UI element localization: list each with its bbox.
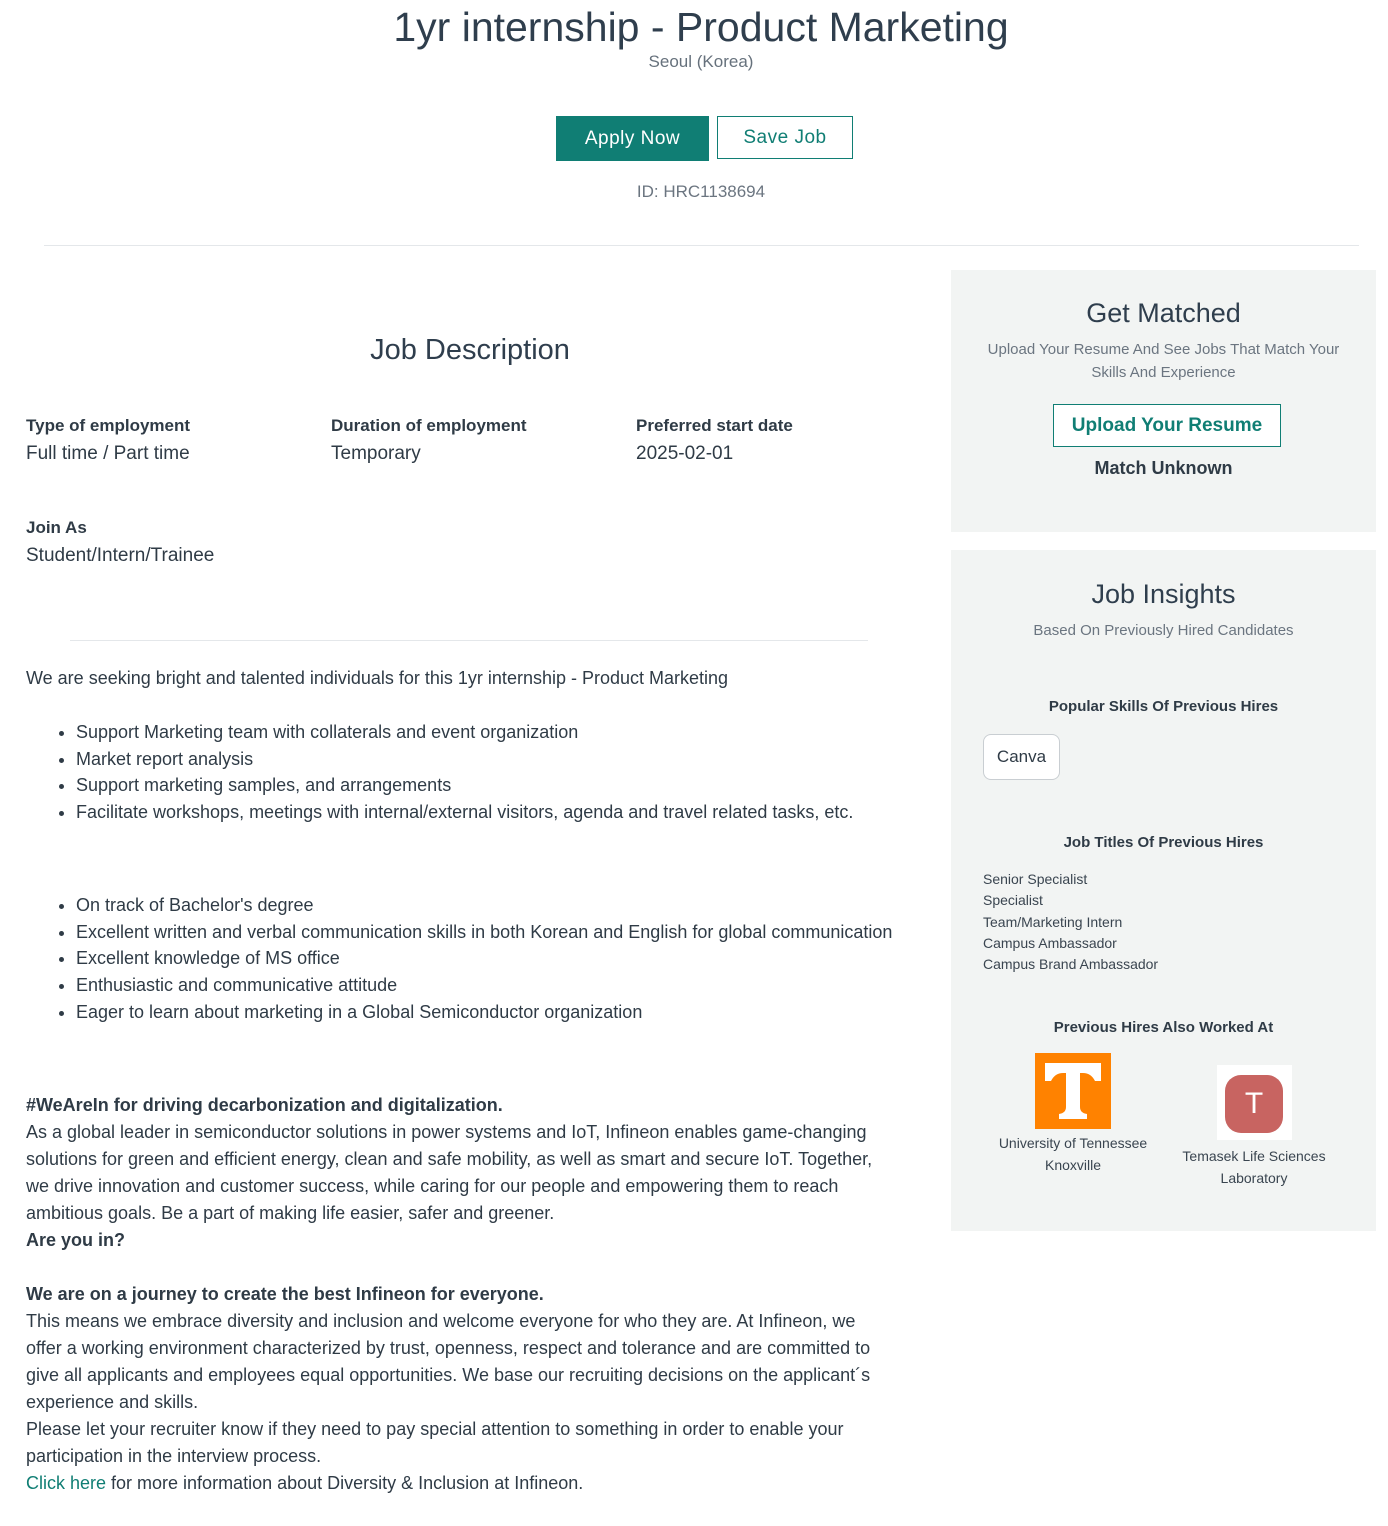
get-matched-title: Get Matched bbox=[1086, 298, 1241, 328]
skills-heading: Popular Skills Of Previous Hires bbox=[1048, 698, 1279, 715]
meta-value: Temporary bbox=[331, 443, 421, 464]
meta-label: Duration of employment bbox=[331, 416, 527, 435]
meta-label: Join As bbox=[26, 518, 87, 537]
job-location: Seoul (Korea) bbox=[648, 52, 754, 71]
university-of-tennessee-logo bbox=[1035, 1053, 1111, 1129]
meta-duration-of-employment bbox=[331, 416, 527, 465]
list-item: • Eager to learn about marketing in a Global Semiconductor organization bbox=[76, 999, 956, 1026]
spacer bbox=[26, 1254, 896, 1281]
list-item: • Facilitate workshops, meetings with internal/external visitors, agenda and travel related tasks, etc. bbox=[76, 799, 956, 826]
meta-preferred-start-date bbox=[636, 416, 793, 465]
list-item: • Excellent knowledge of MS office bbox=[76, 945, 956, 972]
apply-now-button[interactable]: Apply Now bbox=[556, 116, 709, 161]
diversity-text: This means we embrace diversity and inclusion and welcome everyone for who they are. At Infineon, we offer a working environment characterized by trust, openness, respect and tolerance and are committed to give all applicants and employees equal opportunities. We base our recruiting decisions on the applicant´s experience and skills. bbox=[26, 1311, 871, 1412]
list-item: • On track of Bachelor's degree bbox=[76, 892, 956, 919]
temasek-logo: T bbox=[1225, 1075, 1283, 1133]
company-name-line: Laboratory bbox=[1220, 1170, 1288, 1186]
meta-value: 2025-02-01 bbox=[636, 443, 734, 464]
companies-heading: Previous Hires Also Worked At bbox=[1053, 1019, 1274, 1036]
meta-label: Type of employment bbox=[26, 416, 191, 435]
job-insights-title: Job Insights bbox=[1091, 579, 1236, 609]
list-item: Team/Marketing Intern bbox=[983, 913, 1123, 930]
job-description-heading: Job Description bbox=[370, 334, 570, 366]
save-job-button[interactable]: Save Job bbox=[717, 116, 853, 159]
company-name bbox=[983, 1132, 1163, 1176]
list-item: • Enthusiastic and communicative attitude bbox=[76, 972, 956, 999]
titles-heading: Job Titles Of Previous Hires bbox=[1063, 834, 1264, 851]
list-item: Campus Brand Ambassador bbox=[983, 956, 1159, 973]
job-id: ID: HRC1138694 bbox=[636, 182, 766, 201]
meta-value: Student/Intern/Trainee bbox=[26, 545, 215, 566]
match-status: Match Unknown bbox=[1094, 458, 1233, 478]
about-text: As a global leader in semiconductor solutions in power systems and IoT, Infineon enables game-changing solutions for green and efficient energy, clean and safe mobility, as well as smart and secure IoT. Together, we drive innovation and customer success, while caring for our people and empowering them to reach ambitious goals. Be a part of making life easier, safer and greener. bbox=[26, 1122, 873, 1223]
upload-resume-button[interactable]: Upload Your Resume bbox=[1053, 404, 1281, 447]
about-section bbox=[26, 1092, 896, 1497]
divider bbox=[44, 245, 1359, 246]
previous-titles-list bbox=[983, 869, 1158, 975]
list-item: Campus Ambassador bbox=[983, 934, 1117, 951]
more-info-line bbox=[26, 1470, 896, 1497]
subtitle-line: Skills And Experience bbox=[1091, 364, 1236, 381]
company-name bbox=[1164, 1145, 1344, 1189]
skill-chip: Canva bbox=[983, 734, 1060, 780]
subtitle-line: Upload Your Resume And See Jobs That Match Your bbox=[987, 341, 1340, 358]
get-matched-subtitle bbox=[951, 338, 1376, 384]
job-intro: We are seeking bright and talented individuals for this 1yr internship - Product Marketing bbox=[26, 668, 729, 688]
list-item: • Support Marketing team with collaterals and event organization bbox=[76, 719, 956, 746]
list-item: Senior Specialist bbox=[983, 871, 1088, 887]
task-list bbox=[26, 719, 956, 826]
divider bbox=[70, 640, 868, 641]
company-name-line: Temasek Life Sciences bbox=[1182, 1148, 1326, 1164]
company-name-line: University of Tennessee bbox=[998, 1135, 1148, 1151]
meta-value: Full time / Part time bbox=[26, 443, 190, 464]
are-you-in: Are you in? bbox=[26, 1230, 126, 1250]
list-item: • Excellent written and verbal communication skills in both Korean and English for global communication bbox=[76, 919, 956, 946]
list-item: Specialist bbox=[983, 892, 1043, 909]
diversity-heading: We are on a journey to create the best Infineon for everyone. bbox=[26, 1284, 544, 1304]
recruiter-text: Please let your recruiter know if they need to pay special attention to something in order to enable your participation in the interview process. bbox=[26, 1419, 844, 1466]
about-heading: #WeAreIn for driving decarbonization and digitalization. bbox=[26, 1095, 503, 1115]
list-item: • Market report analysis bbox=[76, 746, 956, 773]
meta-label: Preferred start date bbox=[636, 416, 793, 435]
job-title: 1yr internship - Product Marketing bbox=[393, 4, 1009, 50]
meta-type-of-employment bbox=[26, 416, 190, 465]
list-item: • Support marketing samples, and arrangements bbox=[76, 772, 956, 799]
tennessee-t-icon bbox=[1035, 1053, 1111, 1129]
requirement-list bbox=[26, 892, 956, 1026]
click-here-link[interactable]: Click here bbox=[26, 1473, 107, 1493]
meta-join-as bbox=[26, 518, 214, 567]
company-name-line: Knoxville bbox=[1044, 1157, 1102, 1173]
job-insights-subtitle: Based On Previously Hired Candidates bbox=[1033, 622, 1294, 639]
more-info-text: for more information about Diversity & Inclusion at Infineon. bbox=[106, 1473, 584, 1493]
